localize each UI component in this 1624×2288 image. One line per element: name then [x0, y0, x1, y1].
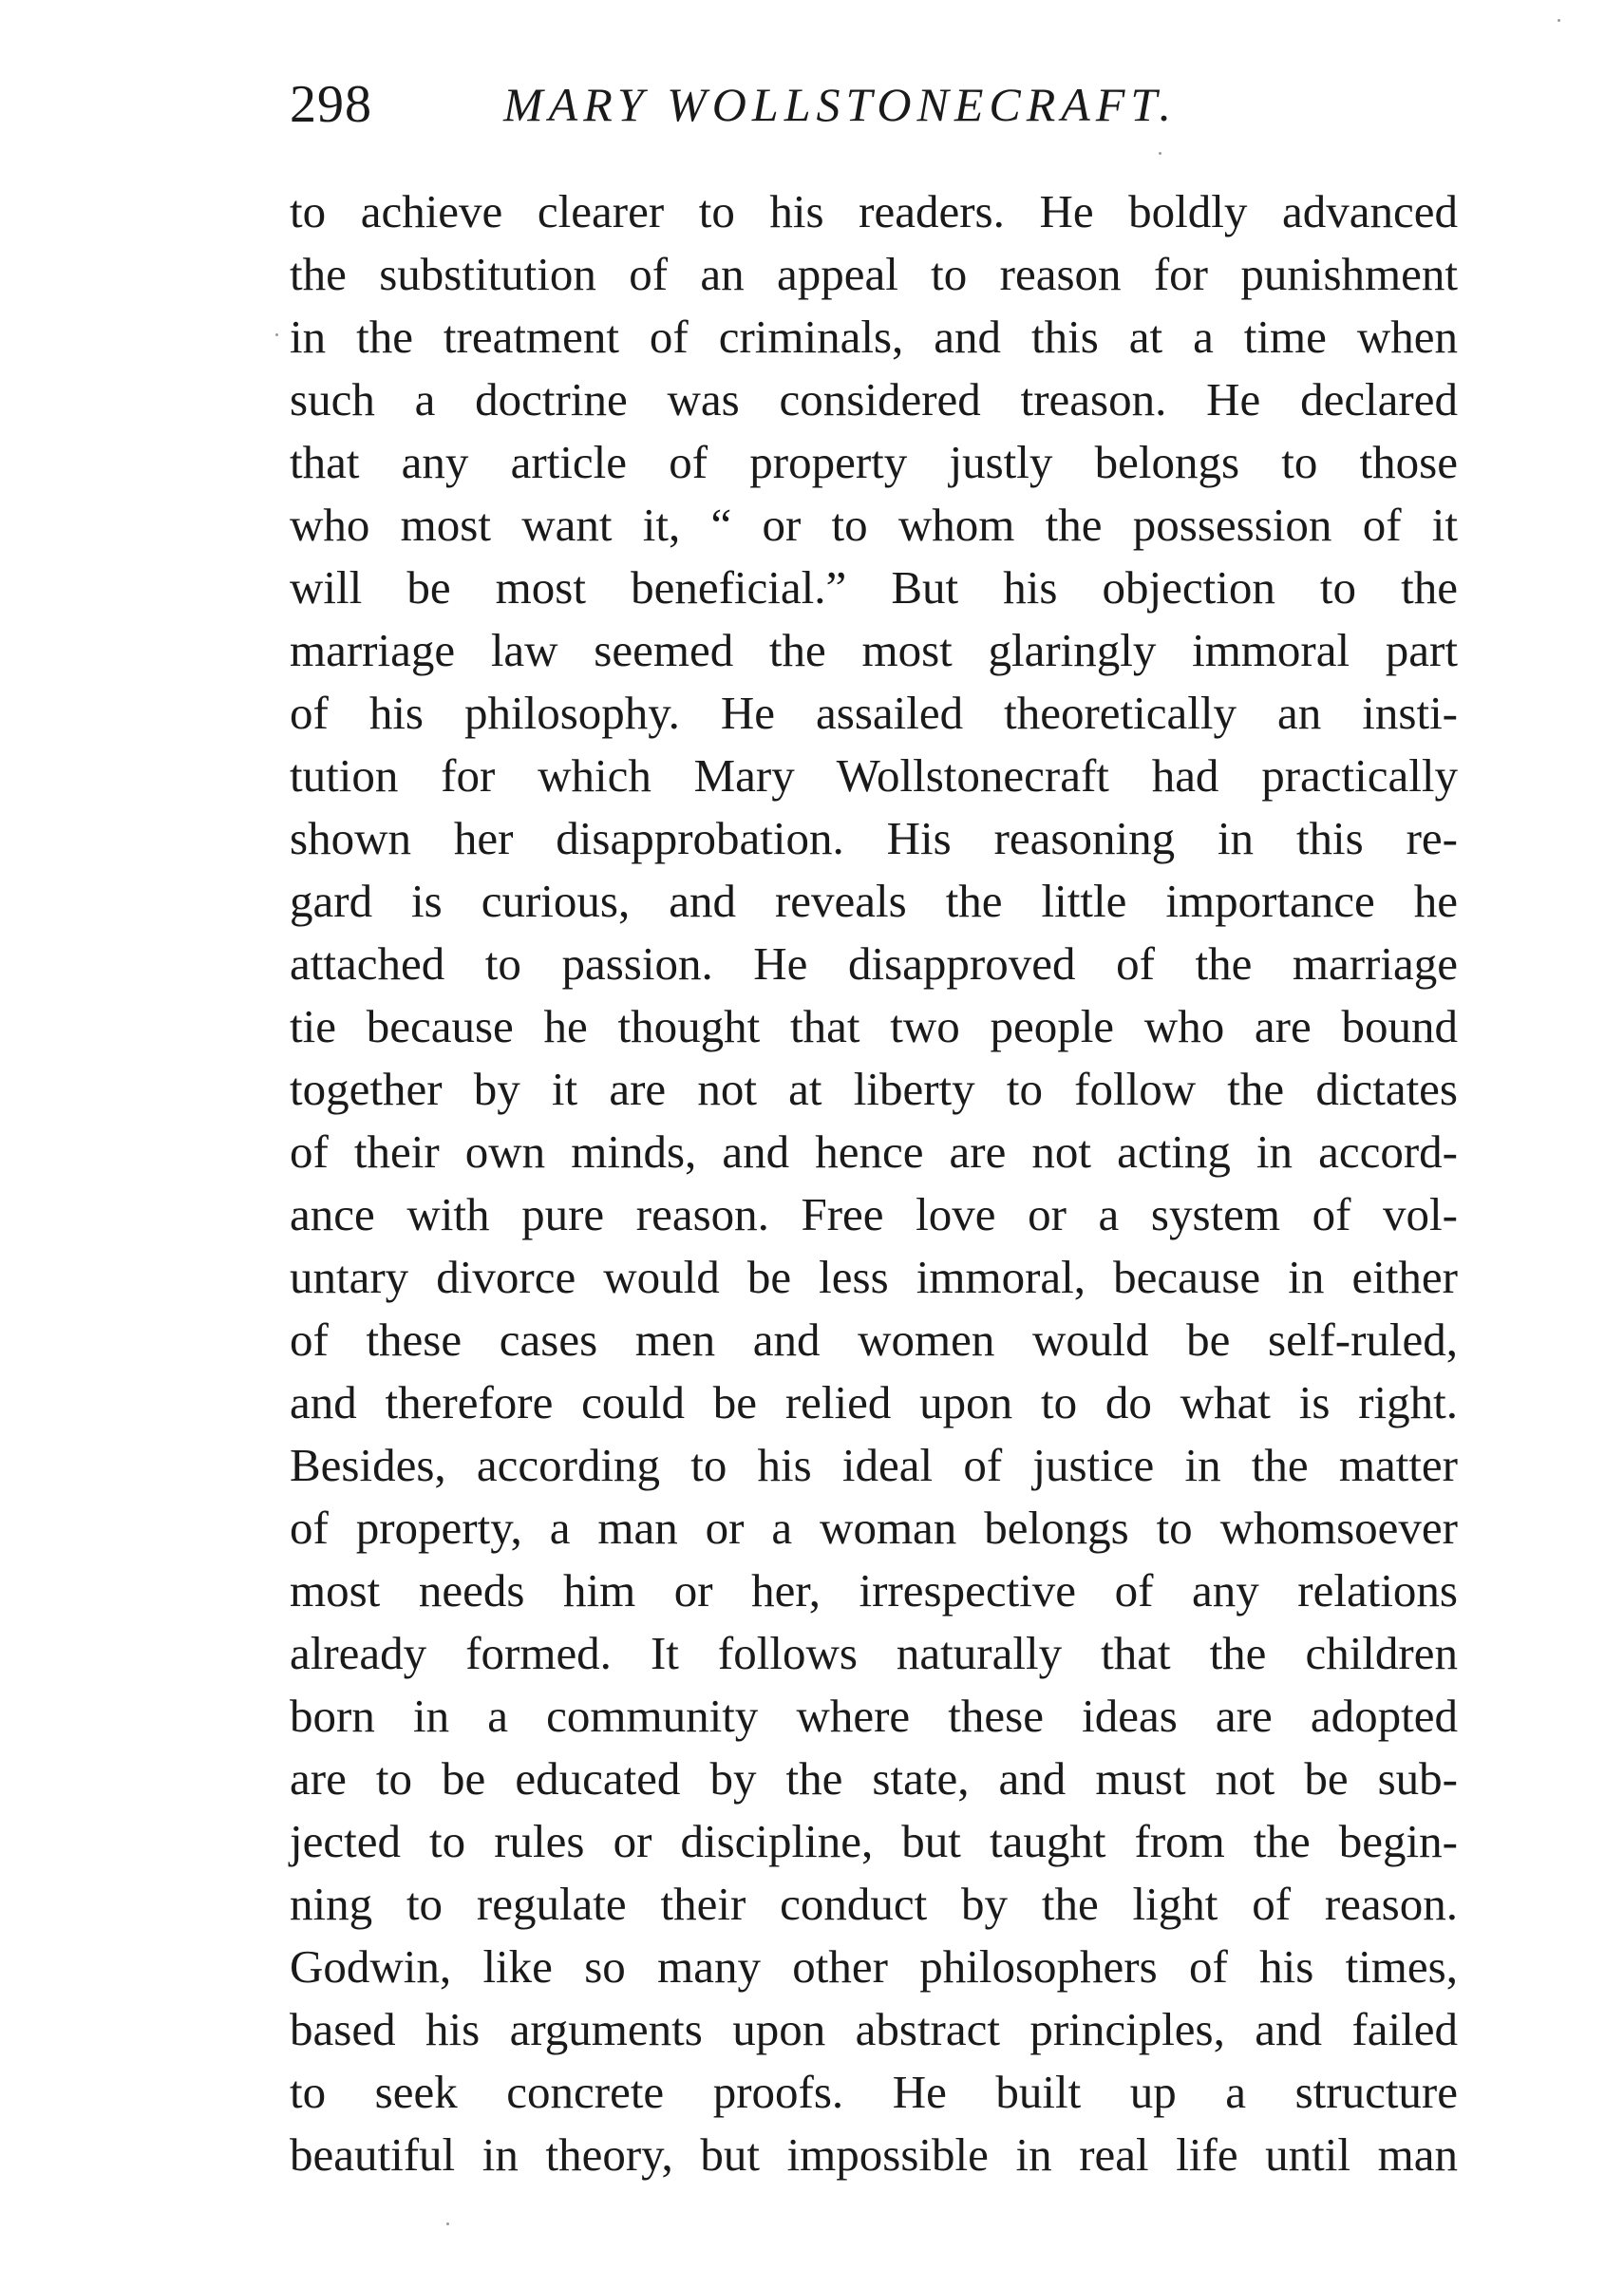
text-line: that any article of property justly belongs to those — [290, 436, 1458, 488]
text-line: ning to regulate their conduct by the light of reason. — [290, 1878, 1458, 1930]
text-line: based his arguments upon abstract principles, and failed — [290, 2003, 1458, 2055]
text-line: are to be educated by the state, and must not be sub- — [290, 1752, 1458, 1805]
scan-speck — [275, 333, 278, 336]
scan-speck — [1159, 152, 1161, 155]
text-line: most needs him or her, irrespective of any relations — [290, 1564, 1458, 1617]
text-line: tie because he thought that two people who are bound — [290, 1000, 1458, 1052]
body-text — [290, 180, 1458, 2186]
text-line: together by it are not at liberty to follow the dictates — [290, 1063, 1458, 1115]
text-line: who most want it, “ or to whom the possession of it — [290, 499, 1458, 551]
running-title: MARY WOLLSTONECRAFT. — [503, 78, 1177, 131]
text-line: shown her disapprobation. His reasoning in this re- — [290, 812, 1458, 864]
text-line: in the treatment of criminals, and this at a time when — [290, 311, 1458, 363]
text-line: to achieve clearer to his readers. He boldly advanced — [290, 185, 1458, 237]
text-line: untary divorce would be less immoral, because in either — [290, 1251, 1458, 1303]
scan-speck — [446, 2222, 449, 2225]
text-line: of his philosophy. He assailed theoretically an insti- — [290, 687, 1458, 739]
text-line: and therefore could be relied upon to do what is right. — [290, 1376, 1458, 1428]
text-line: the substitution of an appeal to reason for punishment — [290, 248, 1458, 300]
text-line: of property, a man or a woman belongs to whomsoever — [290, 1502, 1458, 1554]
text-line: Godwin, like so many other philosophers of his times, — [290, 1940, 1458, 1993]
text-line: marriage law seemed the most glaringly immoral part — [290, 624, 1458, 676]
page-header — [290, 66, 1458, 142]
text-line: will be most beneficial.” But his objection to the — [290, 561, 1458, 614]
text-line: tution for which Mary Wollstonecraft had practically — [290, 749, 1458, 802]
text-line: such a doctrine was considered treason. He declared — [290, 373, 1458, 425]
text-line: ance with pure reason. Free love or a system of vol- — [290, 1188, 1458, 1240]
text-line: to seek concrete proofs. He built up a structure — [290, 2066, 1458, 2118]
text-line: Besides, according to his ideal of justice in the matter — [290, 1439, 1458, 1491]
scan-speck — [1558, 19, 1560, 22]
text-line: of these cases men and women would be self-ruled, — [290, 1314, 1458, 1366]
text-line: already formed. It follows naturally that the children — [290, 1627, 1458, 1679]
text-line: jected to rules or discipline, but taught from the begin- — [290, 1815, 1458, 1867]
text-line: gard is curious, and reveals the little importance he — [290, 875, 1458, 927]
text-line: born in a community where these ideas are adopted — [290, 1690, 1458, 1742]
text-line: attached to passion. He disapproved of the marriage — [290, 937, 1458, 990]
page-number: 298 — [290, 75, 372, 134]
text-line: of their own minds, and hence are not acting in accord- — [290, 1125, 1458, 1178]
text-line: beautiful in theory, but impossible in real life until man — [290, 2128, 1458, 2181]
